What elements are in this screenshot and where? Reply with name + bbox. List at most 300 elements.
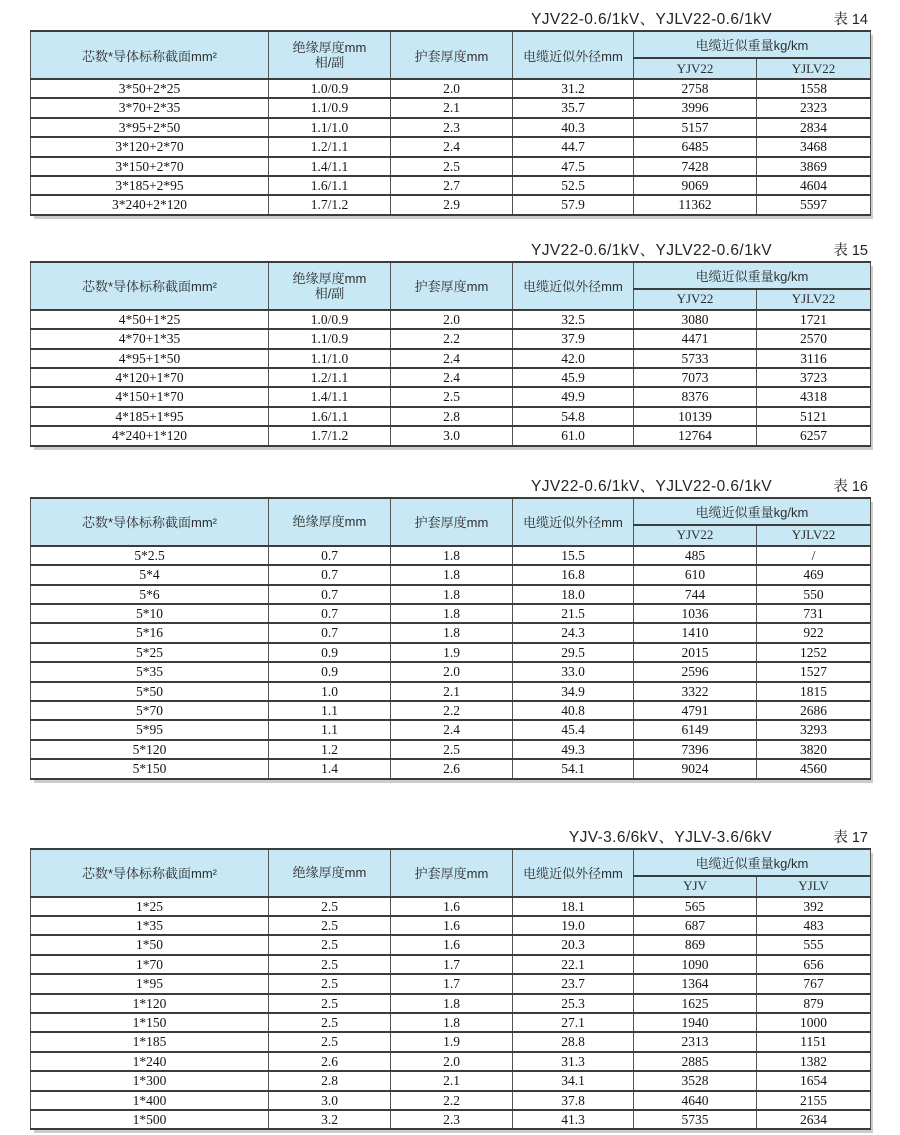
table-cell: 3528 bbox=[634, 1071, 757, 1090]
col-header-od: 电缆近似外径mm bbox=[513, 849, 634, 897]
table-block bbox=[0, 473, 900, 780]
table-cell: 3293 bbox=[757, 720, 871, 739]
table-cell: 1.0/0.9 bbox=[269, 79, 391, 98]
table-cell: 2.0 bbox=[391, 662, 513, 681]
table-cell: 483 bbox=[757, 916, 871, 935]
table-cell: 731 bbox=[757, 604, 871, 623]
table-cell: 1.8 bbox=[391, 546, 513, 565]
col-header-weight: 电缆近似重量kg/km bbox=[634, 849, 871, 876]
table-cell: 2.4 bbox=[391, 720, 513, 739]
table-block bbox=[0, 237, 900, 447]
table-cell: 6149 bbox=[634, 720, 757, 739]
table-cell: 1*150 bbox=[31, 1013, 269, 1032]
table-cell: 3996 bbox=[634, 98, 757, 117]
table-cell: 1.7/1.2 bbox=[269, 426, 391, 445]
table-cell: 52.5 bbox=[513, 176, 634, 195]
table-row bbox=[31, 1071, 871, 1090]
table-cell: 3*70+2*35 bbox=[31, 98, 269, 117]
table-cell: 879 bbox=[757, 994, 871, 1013]
table-cell: 1.6/1.1 bbox=[269, 176, 391, 195]
table-cell: 3.0 bbox=[391, 426, 513, 445]
table-cell: 3*185+2*95 bbox=[31, 176, 269, 195]
table-cell: 3869 bbox=[757, 157, 871, 176]
col-header-sheath: 护套厚度mm bbox=[391, 262, 513, 310]
table-cell: 3*150+2*70 bbox=[31, 157, 269, 176]
col-subheader-yjv: YJV22 bbox=[634, 525, 757, 546]
col-subheader-yjv: YJV22 bbox=[634, 289, 757, 310]
table-cell: 2.9 bbox=[391, 195, 513, 214]
table-cell: 34.1 bbox=[513, 1071, 634, 1090]
table-cell: 1721 bbox=[757, 310, 871, 329]
table-row bbox=[31, 1110, 871, 1129]
table-cell: 4640 bbox=[634, 1091, 757, 1110]
table-cell: 2.8 bbox=[391, 407, 513, 426]
table-cell: 5*16 bbox=[31, 623, 269, 642]
table-cell: 1.2/1.1 bbox=[269, 368, 391, 387]
spec-table bbox=[30, 497, 871, 780]
table-cell: 3322 bbox=[634, 682, 757, 701]
table-row bbox=[31, 565, 871, 584]
table-number-badge: 表 16 bbox=[833, 478, 868, 495]
table-cell: 4*50+1*25 bbox=[31, 310, 269, 329]
table-cell: 1.8 bbox=[391, 585, 513, 604]
table-row bbox=[31, 740, 871, 759]
table-cell: 2596 bbox=[634, 662, 757, 681]
table-cell: 1364 bbox=[634, 974, 757, 993]
table-cell: 5*95 bbox=[31, 720, 269, 739]
table-cell: 2.4 bbox=[391, 349, 513, 368]
table-cell: 2570 bbox=[757, 329, 871, 348]
table-cell: 3468 bbox=[757, 137, 871, 156]
table-row bbox=[31, 662, 871, 681]
table-cell: 869 bbox=[634, 935, 757, 954]
table-cell: 4560 bbox=[757, 759, 871, 778]
col-header-insulation bbox=[269, 498, 391, 546]
table-cell: 392 bbox=[757, 897, 871, 916]
table-cell: 0.7 bbox=[269, 546, 391, 565]
table-cell: 61.0 bbox=[513, 426, 634, 445]
col-subheader-yjlv: YJLV22 bbox=[757, 58, 871, 79]
table-cell: 1*50 bbox=[31, 935, 269, 954]
table-row bbox=[31, 1032, 871, 1051]
table-cell: 1815 bbox=[757, 682, 871, 701]
table-cell: 2.5 bbox=[269, 916, 391, 935]
table-cell: 2686 bbox=[757, 701, 871, 720]
table-cell: 7073 bbox=[634, 368, 757, 387]
table-cell: 1*95 bbox=[31, 974, 269, 993]
table-cell: 0.7 bbox=[269, 623, 391, 642]
table-cell: 2.2 bbox=[391, 1091, 513, 1110]
table-cell: 31.3 bbox=[513, 1052, 634, 1071]
table-header bbox=[31, 31, 871, 79]
table-cell: 1.7 bbox=[391, 955, 513, 974]
table-cell: 2.5 bbox=[269, 1032, 391, 1051]
table-cell: 1.6 bbox=[391, 935, 513, 954]
table-cell: 2.4 bbox=[391, 137, 513, 156]
table-cell: 1000 bbox=[757, 1013, 871, 1032]
col-header-weight: 电缆近似重量kg/km bbox=[634, 31, 871, 58]
table-cell: 2.7 bbox=[391, 176, 513, 195]
table-cell: 4318 bbox=[757, 387, 871, 406]
table-cell: 4*240+1*120 bbox=[31, 426, 269, 445]
table-body bbox=[31, 897, 871, 1130]
table-cell: 5*150 bbox=[31, 759, 269, 778]
table-cell: 1*70 bbox=[31, 955, 269, 974]
table-cell: 2.0 bbox=[391, 1052, 513, 1071]
table-cell: 49.9 bbox=[513, 387, 634, 406]
table-cell: 16.8 bbox=[513, 565, 634, 584]
table-cell: 5735 bbox=[634, 1110, 757, 1129]
insulation-header-line1: 绝缘厚度mm bbox=[292, 270, 367, 286]
table-row bbox=[31, 407, 871, 426]
table-cell: 1.1 bbox=[269, 701, 391, 720]
insulation-header-line1: 绝缘厚度mm bbox=[292, 865, 367, 881]
table-body bbox=[31, 546, 871, 779]
table-row bbox=[31, 1052, 871, 1071]
table-cell: / bbox=[757, 546, 871, 565]
table-cell: 2758 bbox=[634, 79, 757, 98]
table-cell: 31.2 bbox=[513, 79, 634, 98]
insulation-header-line2: 相/副 bbox=[314, 285, 345, 301]
table-cell: 3116 bbox=[757, 349, 871, 368]
table-cell: 2.3 bbox=[391, 118, 513, 137]
table-cell: 2.8 bbox=[269, 1071, 391, 1090]
table-cell: 5597 bbox=[757, 195, 871, 214]
table-title: YJV-3.6/6kV、YJLV-3.6/6kV bbox=[568, 828, 772, 846]
table-cell: 2.5 bbox=[391, 387, 513, 406]
table-cell: 4*150+1*70 bbox=[31, 387, 269, 406]
table-cell: 40.3 bbox=[513, 118, 634, 137]
table-row bbox=[31, 368, 871, 387]
table-cell: 34.9 bbox=[513, 682, 634, 701]
table-cell: 37.8 bbox=[513, 1091, 634, 1110]
table-body bbox=[31, 79, 871, 215]
table-cell: 41.3 bbox=[513, 1110, 634, 1129]
table-body bbox=[31, 310, 871, 446]
table-row bbox=[31, 157, 871, 176]
table-cell: 5*120 bbox=[31, 740, 269, 759]
table-title-row bbox=[30, 237, 870, 261]
table-row bbox=[31, 955, 871, 974]
table-cell: 5*4 bbox=[31, 565, 269, 584]
table-cell: 27.1 bbox=[513, 1013, 634, 1032]
table-cell: 49.3 bbox=[513, 740, 634, 759]
table-cell: 1.6 bbox=[391, 897, 513, 916]
table-cell: 5*70 bbox=[31, 701, 269, 720]
table-row bbox=[31, 720, 871, 739]
table-row bbox=[31, 426, 871, 445]
table-cell: 3.2 bbox=[269, 1110, 391, 1129]
table-cell: 6485 bbox=[634, 137, 757, 156]
table-cell: 8376 bbox=[634, 387, 757, 406]
table-cell: 1382 bbox=[757, 1052, 871, 1071]
table-cell: 33.0 bbox=[513, 662, 634, 681]
table-cell: 28.8 bbox=[513, 1032, 634, 1051]
col-header-od: 电缆近似外径mm bbox=[513, 498, 634, 546]
table-cell: 1.1/1.0 bbox=[269, 349, 391, 368]
table-cell: 1.4/1.1 bbox=[269, 387, 391, 406]
table-cell: 5157 bbox=[634, 118, 757, 137]
table-row bbox=[31, 643, 871, 662]
table-title: YJV22-0.6/1kV、YJLV22-0.6/1kV bbox=[531, 477, 772, 495]
table-cell: 9069 bbox=[634, 176, 757, 195]
table-cell: 2.2 bbox=[391, 329, 513, 348]
table-cell: 0.9 bbox=[269, 662, 391, 681]
table-row bbox=[31, 1091, 871, 1110]
table-row bbox=[31, 585, 871, 604]
table-cell: 2.2 bbox=[391, 701, 513, 720]
table-cell: 1*120 bbox=[31, 994, 269, 1013]
table-cell: 3*120+2*70 bbox=[31, 137, 269, 156]
table-cell: 22.1 bbox=[513, 955, 634, 974]
col-subheader-yjv: YJV22 bbox=[634, 58, 757, 79]
table-cell: 2.1 bbox=[391, 1071, 513, 1090]
table-cell: 35.7 bbox=[513, 98, 634, 117]
table-cell: 1.1/0.9 bbox=[269, 329, 391, 348]
table-cell: 1252 bbox=[757, 643, 871, 662]
insulation-header-line1: 绝缘厚度mm bbox=[292, 514, 367, 530]
table-cell: 3*240+2*120 bbox=[31, 195, 269, 214]
page bbox=[0, 6, 900, 1130]
table-cell: 485 bbox=[634, 546, 757, 565]
table-row bbox=[31, 994, 871, 1013]
table-cell: 1.7 bbox=[391, 974, 513, 993]
table-cell: 1*300 bbox=[31, 1071, 269, 1090]
table-cell: 2.0 bbox=[391, 310, 513, 329]
table-cell: 1*185 bbox=[31, 1032, 269, 1051]
table-cell: 565 bbox=[634, 897, 757, 916]
table-cell: 2313 bbox=[634, 1032, 757, 1051]
table-cell: 2323 bbox=[757, 98, 871, 117]
table-cell: 37.9 bbox=[513, 329, 634, 348]
table-cell: 32.5 bbox=[513, 310, 634, 329]
table-cell: 1.2 bbox=[269, 740, 391, 759]
table-row bbox=[31, 79, 871, 98]
table-cell: 2.5 bbox=[269, 935, 391, 954]
table-cell: 1*240 bbox=[31, 1052, 269, 1071]
table-cell: 1.0/0.9 bbox=[269, 310, 391, 329]
table-row bbox=[31, 310, 871, 329]
table-number-badge: 表 15 bbox=[833, 242, 868, 259]
table-cell: 0.7 bbox=[269, 604, 391, 623]
table-row bbox=[31, 98, 871, 117]
table-cell: 2.0 bbox=[391, 79, 513, 98]
table-cell: 2.5 bbox=[269, 1013, 391, 1032]
table-cell: 1036 bbox=[634, 604, 757, 623]
table-cell: 1.8 bbox=[391, 604, 513, 623]
table-row bbox=[31, 118, 871, 137]
table-cell: 3820 bbox=[757, 740, 871, 759]
table-cell: 1151 bbox=[757, 1032, 871, 1051]
col-header-weight: 电缆近似重量kg/km bbox=[634, 262, 871, 289]
table-header bbox=[31, 498, 871, 546]
col-header-insulation bbox=[269, 31, 391, 79]
table-cell: 2015 bbox=[634, 643, 757, 662]
table-cell: 11362 bbox=[634, 195, 757, 214]
table-cell: 2885 bbox=[634, 1052, 757, 1071]
table-cell: 687 bbox=[634, 916, 757, 935]
table-block bbox=[0, 824, 900, 1131]
table-cell: 1.4 bbox=[269, 759, 391, 778]
table-cell: 4*185+1*95 bbox=[31, 407, 269, 426]
table-title: YJV22-0.6/1kV、YJLV22-0.6/1kV bbox=[531, 241, 772, 259]
table-cell: 5733 bbox=[634, 349, 757, 368]
table-cell: 25.3 bbox=[513, 994, 634, 1013]
table-cell: 5*10 bbox=[31, 604, 269, 623]
table-cell: 2634 bbox=[757, 1110, 871, 1129]
table-row bbox=[31, 176, 871, 195]
table-row bbox=[31, 604, 871, 623]
table-cell: 2834 bbox=[757, 118, 871, 137]
table-cell: 10139 bbox=[634, 407, 757, 426]
table-cell: 5*50 bbox=[31, 682, 269, 701]
table-cell: 1.7/1.2 bbox=[269, 195, 391, 214]
table-number-badge: 表 14 bbox=[833, 12, 868, 28]
table-header bbox=[31, 849, 871, 897]
table-cell: 1.0 bbox=[269, 682, 391, 701]
table-cell: 2.5 bbox=[269, 994, 391, 1013]
table-cell: 550 bbox=[757, 585, 871, 604]
table-cell: 1.2/1.1 bbox=[269, 137, 391, 156]
table-row bbox=[31, 897, 871, 916]
table-cell: 29.5 bbox=[513, 643, 634, 662]
table-row bbox=[31, 759, 871, 778]
table-cell: 1.1/0.9 bbox=[269, 98, 391, 117]
table-cell: 5*6 bbox=[31, 585, 269, 604]
table-cell: 1.1 bbox=[269, 720, 391, 739]
col-header-spec: 芯数*导体标称截面mm² bbox=[31, 262, 269, 310]
table-cell: 1654 bbox=[757, 1071, 871, 1090]
table-cell: 9024 bbox=[634, 759, 757, 778]
table-cell: 2.6 bbox=[269, 1052, 391, 1071]
table-cell: 1.6 bbox=[391, 916, 513, 935]
table-cell: 23.7 bbox=[513, 974, 634, 993]
table-cell: 4*120+1*70 bbox=[31, 368, 269, 387]
table-cell: 1*500 bbox=[31, 1110, 269, 1129]
table-cell: 2.5 bbox=[269, 955, 391, 974]
table-cell: 2.3 bbox=[391, 1110, 513, 1129]
col-header-insulation bbox=[269, 262, 391, 310]
table-cell: 20.3 bbox=[513, 935, 634, 954]
table-cell: 4604 bbox=[757, 176, 871, 195]
col-subheader-yjlv: YJLV22 bbox=[757, 289, 871, 310]
table-cell: 1.4/1.1 bbox=[269, 157, 391, 176]
col-subheader-yjv: YJV bbox=[634, 876, 757, 897]
table-cell: 469 bbox=[757, 565, 871, 584]
table-cell: 1.9 bbox=[391, 1032, 513, 1051]
table-cell: 2.1 bbox=[391, 98, 513, 117]
table-cell: 2.5 bbox=[269, 974, 391, 993]
table-row bbox=[31, 329, 871, 348]
table-cell: 54.1 bbox=[513, 759, 634, 778]
table-row bbox=[31, 974, 871, 993]
table-cell: 0.9 bbox=[269, 643, 391, 662]
table-title-row bbox=[30, 824, 870, 848]
table-title: YJV22-0.6/1kV、YJLV22-0.6/1kV bbox=[531, 11, 772, 28]
table-cell: 7428 bbox=[634, 157, 757, 176]
table-cell: 1.6/1.1 bbox=[269, 407, 391, 426]
table-row bbox=[31, 682, 871, 701]
insulation-header-line2: 相/副 bbox=[314, 55, 345, 70]
table-cell: 3080 bbox=[634, 310, 757, 329]
table-row bbox=[31, 623, 871, 642]
table-cell: 2.5 bbox=[391, 157, 513, 176]
table-cell: 1940 bbox=[634, 1013, 757, 1032]
table-cell: 1.1/1.0 bbox=[269, 118, 391, 137]
table-cell: 18.0 bbox=[513, 585, 634, 604]
table-cell: 1090 bbox=[634, 955, 757, 974]
table-cell: 5121 bbox=[757, 407, 871, 426]
table-cell: 1.8 bbox=[391, 565, 513, 584]
col-header-od: 电缆近似外径mm bbox=[513, 31, 634, 79]
table-title-row bbox=[30, 6, 870, 30]
table-title-row bbox=[30, 473, 870, 497]
table-cell: 4*95+1*50 bbox=[31, 349, 269, 368]
col-header-spec: 芯数*导体标称截面mm² bbox=[31, 849, 269, 897]
table-cell: 1558 bbox=[757, 79, 871, 98]
table-cell: 7396 bbox=[634, 740, 757, 759]
col-header-insulation bbox=[269, 849, 391, 897]
table-cell: 2.5 bbox=[269, 897, 391, 916]
col-header-sheath: 护套厚度mm bbox=[391, 849, 513, 897]
spec-table bbox=[30, 848, 871, 1131]
table-cell: 1.8 bbox=[391, 994, 513, 1013]
table-row bbox=[31, 701, 871, 720]
table-cell: 5*25 bbox=[31, 643, 269, 662]
col-header-od: 电缆近似外径mm bbox=[513, 262, 634, 310]
table-row bbox=[31, 1013, 871, 1032]
col-subheader-yjlv: YJLV bbox=[757, 876, 871, 897]
table-cell: 21.5 bbox=[513, 604, 634, 623]
col-header-sheath: 护套厚度mm bbox=[391, 31, 513, 79]
table-cell: 5*2.5 bbox=[31, 546, 269, 565]
table-cell: 57.9 bbox=[513, 195, 634, 214]
insulation-header-line1: 绝缘厚度mm bbox=[292, 40, 367, 55]
table-cell: 4471 bbox=[634, 329, 757, 348]
table-cell: 6257 bbox=[757, 426, 871, 445]
table-cell: 1527 bbox=[757, 662, 871, 681]
table-cell: 3.0 bbox=[269, 1091, 391, 1110]
table-cell: 3*95+2*50 bbox=[31, 118, 269, 137]
table-cell: 4791 bbox=[634, 701, 757, 720]
table-cell: 1.8 bbox=[391, 1013, 513, 1032]
table-cell: 4*70+1*35 bbox=[31, 329, 269, 348]
table-cell: 54.8 bbox=[513, 407, 634, 426]
table-cell: 0.7 bbox=[269, 585, 391, 604]
table-cell: 744 bbox=[634, 585, 757, 604]
table-cell: 2.6 bbox=[391, 759, 513, 778]
table-header bbox=[31, 262, 871, 310]
table-number-badge: 表 17 bbox=[833, 829, 868, 846]
table-cell: 1*35 bbox=[31, 916, 269, 935]
col-header-spec: 芯数*导体标称截面mm² bbox=[31, 31, 269, 79]
spec-table bbox=[30, 261, 871, 447]
table-cell: 555 bbox=[757, 935, 871, 954]
col-header-weight: 电缆近似重量kg/km bbox=[634, 498, 871, 525]
table-cell: 2.1 bbox=[391, 682, 513, 701]
table-cell: 610 bbox=[634, 565, 757, 584]
table-cell: 2155 bbox=[757, 1091, 871, 1110]
table-cell: 42.0 bbox=[513, 349, 634, 368]
table-cell: 18.1 bbox=[513, 897, 634, 916]
table-cell: 0.7 bbox=[269, 565, 391, 584]
table-cell: 1625 bbox=[634, 994, 757, 1013]
table-cell: 24.3 bbox=[513, 623, 634, 642]
col-header-spec: 芯数*导体标称截面mm² bbox=[31, 498, 269, 546]
table-cell: 922 bbox=[757, 623, 871, 642]
table-cell: 12764 bbox=[634, 426, 757, 445]
table-cell: 2.4 bbox=[391, 368, 513, 387]
